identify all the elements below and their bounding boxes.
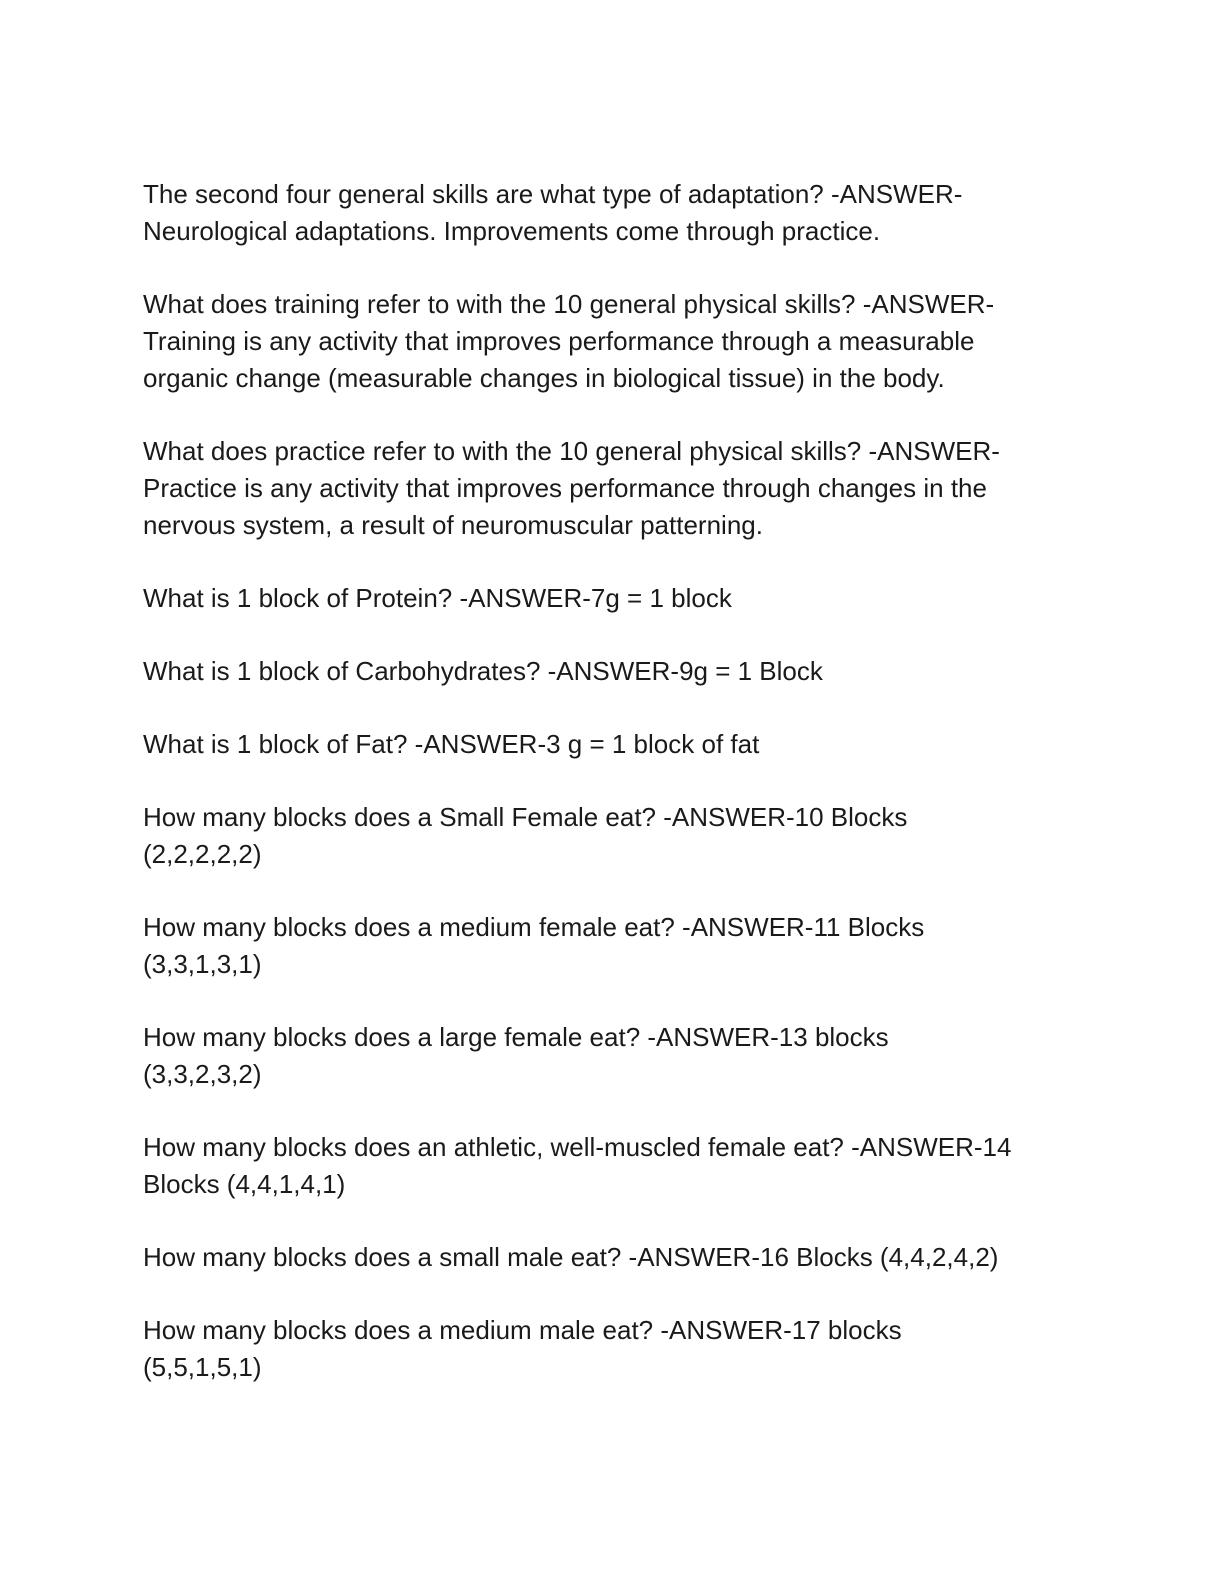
qa-entry-practice-definition: What does practice refer to with the 10 general physical skills? -ANSWER- Practice is any activity that improves performance through changes in the nervous system, a result of neuromuscular patterning. <box>143 436 1000 540</box>
qa-entry-medium-female: How many blocks does a medium female eat? -ANSWER-11 Blocks (3,3,1,3,1) <box>143 912 925 979</box>
qa-entry-small-female: How many blocks does a Small Female eat? -ANSWER-10 Blocks (2,2,2,2,2) <box>143 802 908 869</box>
qa-entry-athletic-female: How many blocks does an athletic, well-muscled female eat? -ANSWER-14 Blocks (4,4,1,4,1) <box>143 1132 1012 1199</box>
qa-entry-small-male: How many blocks does a small male eat? -ANSWER-16 Blocks (4,4,2,4,2) <box>143 1242 999 1272</box>
qa-entry-large-female: How many blocks does a large female eat? -ANSWER-13 blocks (3,3,2,3,2) <box>143 1022 889 1089</box>
qa-entry-medium-male: How many blocks does a medium male eat? -ANSWER-17 blocks (5,5,1,5,1) <box>143 1315 902 1382</box>
qa-entry-protein-block: What is 1 block of Protein? -ANSWER-7g = 1 block <box>143 583 732 613</box>
qa-entry-adaptation-type: The second four general skills are what type of adaptation? -ANSWER- Neurological adaptations. Improvements come through practice. <box>143 179 963 246</box>
document-page <box>143 176 1103 1422</box>
qa-entry-carbohydrate-block: What is 1 block of Carbohydrates? -ANSWER-9g = 1 Block <box>143 656 823 686</box>
qa-entry-fat-block: What is 1 block of Fat? -ANSWER-3 g = 1 block of fat <box>143 729 760 759</box>
qa-entry-training-definition: What does training refer to with the 10 general physical skills? -ANSWER- Training is any activity that improves performance through a measurable organic change (measurable changes in biological tissue) in the body. <box>143 289 995 393</box>
